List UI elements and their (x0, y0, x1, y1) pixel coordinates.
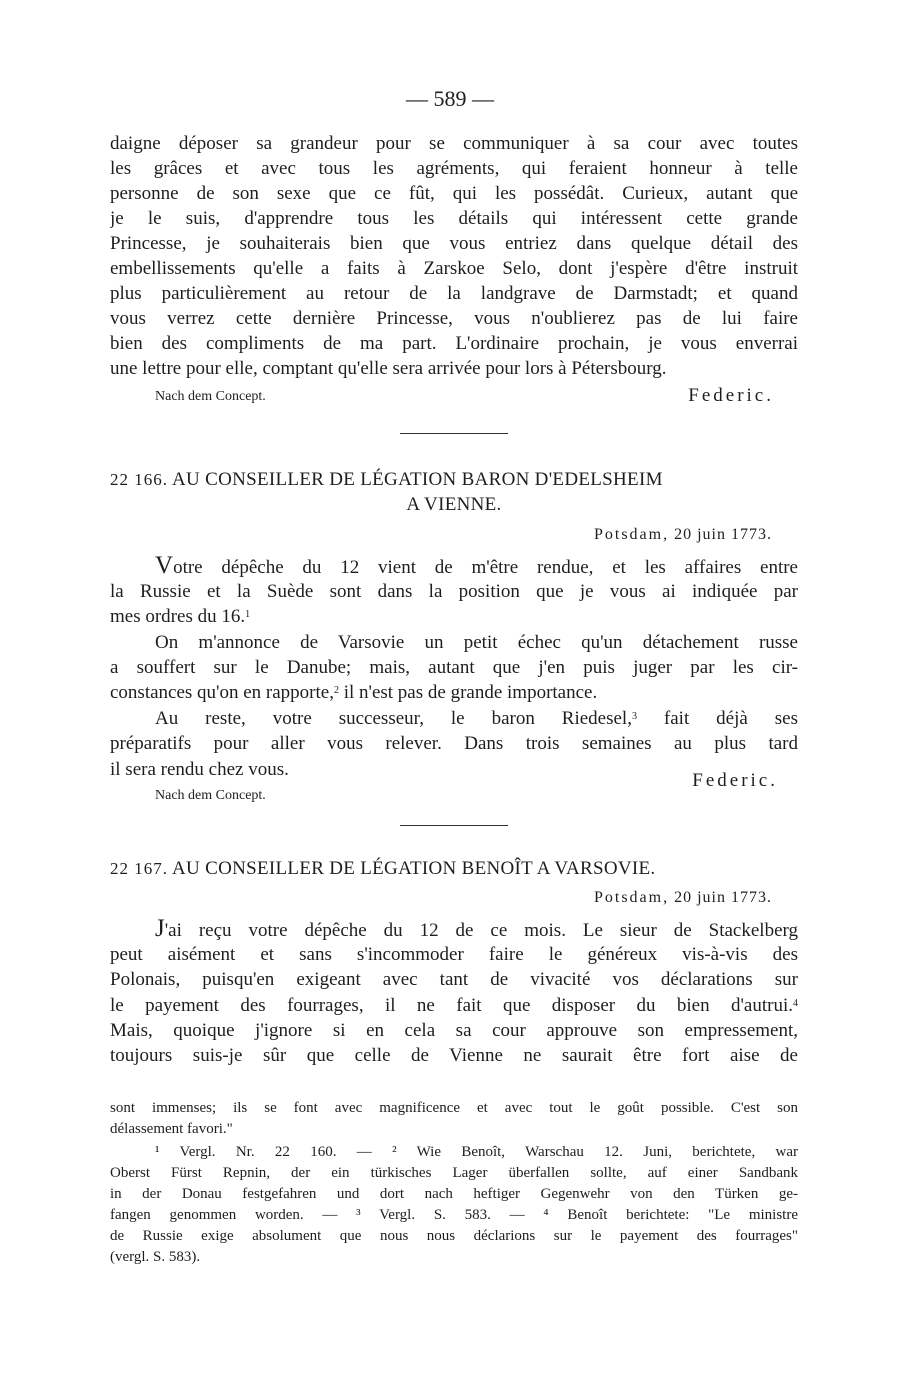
text-line: On m'annonce de Varsovie un petit échec qu'un détachement russe (155, 632, 798, 653)
text-line: embellissements qu'elle a faits à Zarskoe Selo, dont j'espère d'être instruit (110, 258, 798, 279)
text-line (110, 993, 798, 1018)
footnote-marker: 4 (793, 998, 798, 1009)
footnote-line: Oberst Fürst Repnin, der ein türkisches Lager überfallen sollte, auf einer Sandbank (110, 1165, 798, 1181)
letter-heading (110, 469, 798, 491)
footnote-marker: 1 (245, 609, 251, 620)
text-line: Polonais, puisqu'en exigeant avec tant de vivacité vos déclarations sur (110, 969, 798, 990)
text-fragment: otre dépêche du 12 vient de m'être rendue, et les affaires entre (173, 557, 798, 578)
footnote-line: ¹ Vergl. Nr. 22 160. — ² Wie Benoît, Warschau 12. Juni, berichtete, war (155, 1144, 798, 1160)
text-fragment: 'ai reçu votre dépêche du 12 de ce mois. Le sieur de Stackelberg (164, 920, 798, 941)
letter-addressee: AU CONSEILLER DE LÉGATION BENOÎT A VARSOVIE. (172, 858, 656, 879)
source-note: Nach dem Concept. (155, 389, 266, 404)
text-fragment: fait déjà ses (663, 708, 798, 729)
footnote-marker: 2 (333, 685, 339, 696)
footnote-line: fangen genommen worden. — ³ Vergl. S. 583. — ⁴ Benoît berichtete: "Le ministre (110, 1207, 798, 1223)
text-line: les grâces et avec tous les agréments, qui feraient honneur à telle (110, 158, 798, 179)
text-line (155, 706, 798, 731)
text-line: Mais, quoique j'ignore si en cela sa cour approuve son empressement, (110, 1020, 798, 1041)
text-line: préparatifs pour aller vous relever. Dans trois semaines au plus tard (110, 733, 798, 754)
initial-letter: V (155, 553, 174, 578)
text-fragment: le payement des fourrages, il ne fait que disposer du bien d'autrui. (110, 995, 793, 1016)
text-line (110, 680, 798, 705)
text-line: daigne déposer sa grandeur pour se communiquer à sa cour avec toutes (110, 133, 798, 154)
page-number: — 589 — (406, 86, 494, 111)
date-place: Potsdam, (593, 889, 670, 906)
text-fragment: mes ordres du 16. (110, 606, 246, 627)
date-place: Potsdam, (593, 526, 670, 543)
footnote-line: in der Donau festgefahren und dort nach heftiger Gegenwehr von den Türken ge- (110, 1186, 798, 1202)
initial-letter: J (155, 916, 165, 941)
date-value: 20 juin 1773. (674, 889, 772, 906)
text-line: la Russie et la Suède sont dans la position que je vous ai indiquée par (110, 581, 798, 602)
footnote-line: (vergl. S. 583). (110, 1249, 201, 1265)
date-value: 20 juin 1773. (674, 526, 772, 543)
letter-heading (110, 858, 798, 880)
letter-addressee-place: A VIENNE. (406, 494, 502, 515)
text-line: Princesse, je souhaiterais bien que vous entriez dans quelque détail des (110, 233, 798, 254)
text-line (155, 553, 798, 578)
text-line: personne de son sexe que ce fût, qui les possédât. Curieux, autant que (110, 183, 798, 204)
text-line: vous verrez cette dernière Princesse, vous n'oublierez pas de lui faire (110, 308, 798, 329)
letter-addressee: AU CONSEILLER DE LÉGATION BARON D'EDELSHEIM (172, 469, 663, 490)
letter-date (594, 889, 772, 907)
letter-number: 22 166. (110, 470, 168, 489)
source-note: Nach dem Concept. (155, 788, 266, 803)
footnote-line: de Russie exige absolument que nous nous déclarions sur le payement des fourrages" (110, 1228, 798, 1244)
text-line: plus particulièrement au retour de la landgrave de Darmstadt; et quand (110, 283, 798, 304)
text-line: une lettre pour elle, comptant qu'elle sera arrivée pour lors à Pétersbourg. (110, 358, 667, 379)
text-fragment: Au reste, votre successeur, le baron Riedesel, (155, 708, 632, 729)
text-line (155, 916, 798, 941)
text-line: a souffert sur le Danube; mais, autant que j'en puis juger par les cir- (110, 657, 798, 678)
signature: Federic. (688, 385, 774, 406)
section-divider (400, 825, 508, 826)
section-divider (400, 433, 508, 434)
text-line (110, 604, 798, 629)
text-fragment: constances qu'on en rapporte, (110, 682, 334, 703)
text-line: peut aisément et sans s'incommoder faire le généreux vis-à-vis des (110, 944, 798, 965)
signature: Federic. (692, 770, 778, 791)
text-fragment: il n'est pas de grande importance. (343, 682, 598, 703)
text-line: bien des compliments de ma part. L'ordinaire prochain, je vous enverrai (110, 333, 798, 354)
text-line: je le suis, d'apprendre tous les détails qui intéressent cette grande (110, 208, 798, 229)
footnote-line: sont immenses; ils se font avec magnificence et avec tout le goût possible. C'est son (110, 1100, 798, 1116)
footnote-line: délassement favori." (110, 1121, 233, 1137)
text-line: toujours suis-je sûr que celle de Vienne ne saurait être fort aise de (110, 1045, 798, 1066)
text-line: il sera rendu chez vous. (110, 759, 289, 780)
letter-number: 22 167. (110, 859, 168, 878)
footnote-marker: 3 (631, 711, 637, 722)
letter-date (594, 526, 772, 544)
